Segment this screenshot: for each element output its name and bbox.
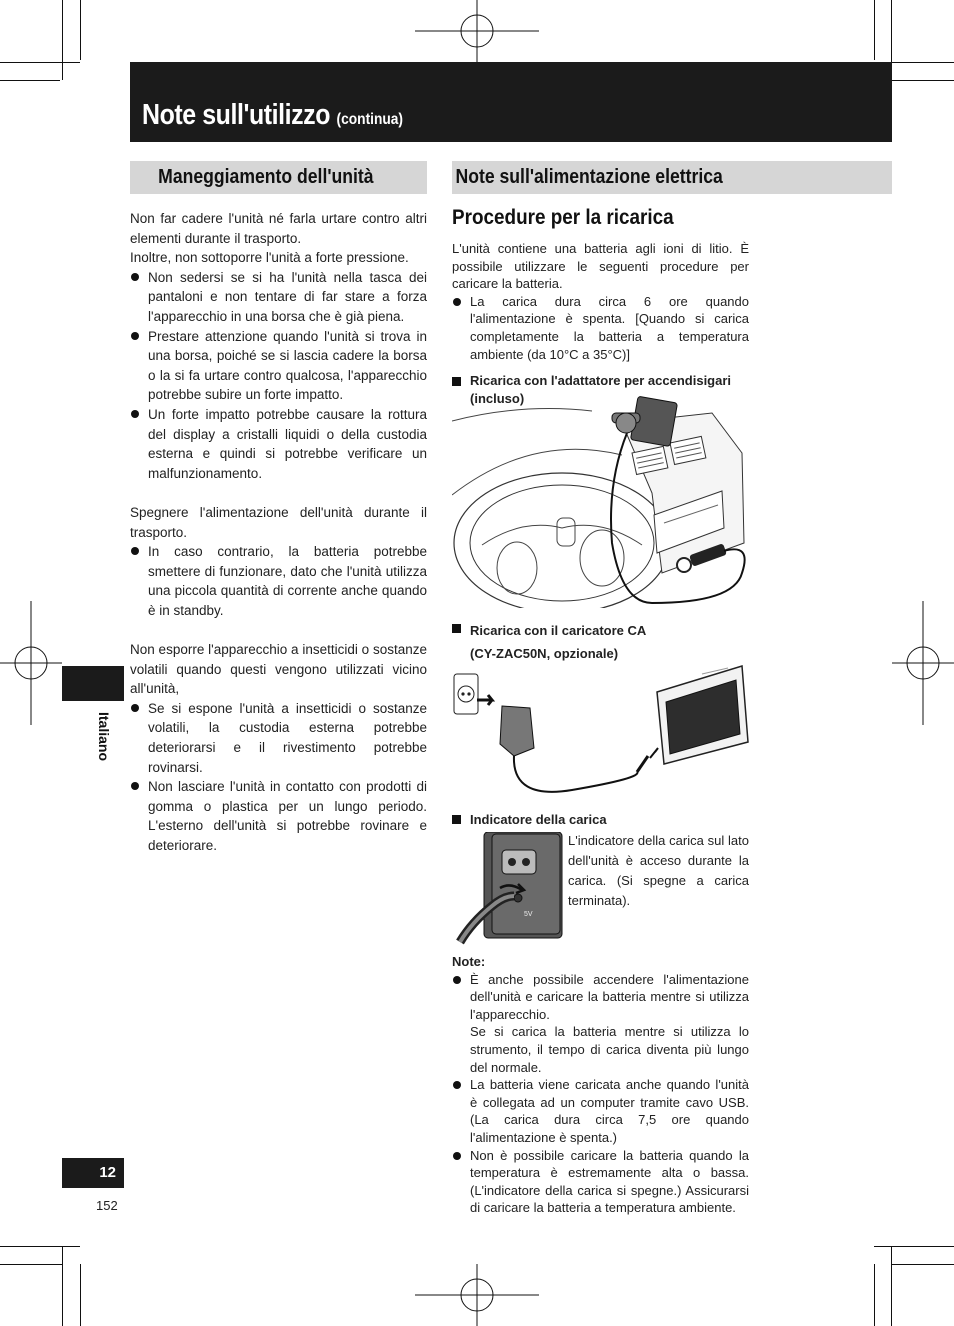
- subsection-charge-indicator-title: Indicatore della carica: [452, 810, 749, 830]
- section-heading-text: Maneggiamento dell'unità: [158, 166, 374, 188]
- left-column: [130, 209, 427, 856]
- charge-indicator-illustration: [452, 832, 564, 946]
- note-item: La batteria viene caricata anche quando l'unità è collegata ad un computer tramite cavo USB. (La carica dura circa 7,5 ore quando l'alimentazione è spenta.): [452, 1076, 749, 1146]
- notes-title: Note:: [452, 954, 486, 969]
- paragraph: Spegnere l'alimentazione dell'unità durante il trasporto.: [130, 504, 427, 540]
- page-header: [130, 62, 892, 142]
- bullet-item: Non lasciare l'unità in contatto con prodotti di gomma o plastica per un lungo periodo. L'esterno dell'unità si potrebbe rovinare e deteriorare.: [130, 777, 427, 855]
- ac-charger-illustration: [452, 660, 752, 802]
- paragraph: Non far cadere l'unità né farla urtare contro altri elementi durante il trasporto.: [130, 211, 427, 246]
- bullet-item: Non sedersi se si ha l'unità nella tasca dei pantaloni e non tentare di far stare a forza l'apparecchio in una borsa che è già piena.: [130, 268, 427, 327]
- registration-mark-icon: [892, 601, 954, 725]
- bullet-item: Un forte impatto potrebbe causare la rottura del display a cristalli liquidi o della custodia esterna e quindi si potrebbe verificare un malfunzionamento.: [130, 405, 427, 483]
- language-tab: [62, 666, 124, 701]
- section-heading-power: [452, 161, 892, 194]
- subsection-charge-indicator: [452, 810, 749, 830]
- section-heading-text: Note sull'alimentazione elettrica: [455, 166, 723, 188]
- page-title: [142, 99, 403, 132]
- notes-section: [452, 953, 749, 1217]
- paragraph: L'indicatore della carica sul lato dell'unità è acceso durante la carica. (Si spegne a carica terminata).: [568, 833, 749, 908]
- jack-label: 5V: [524, 911, 533, 918]
- subsection-ac-charger-model: (CY-ZAC50N, opzionale): [470, 646, 619, 661]
- note-item: È anche possibile accendere l'alimentazione dell'unità e caricare la batteria mentre si utilizza l'apparecchio.: [452, 971, 749, 1024]
- note-item: Non è possibile caricare la batteria quando la temperatura è estremamente alta o bassa. (L'indicatore della carica si spegne.) Assicurarsi di caricare la batteria a temperatura ambiente.: [452, 1147, 749, 1217]
- registration-mark-icon: [415, 1264, 539, 1326]
- subsection-ac-charger: [452, 619, 749, 665]
- registration-mark-icon: [0, 601, 62, 725]
- section-heading-handling: [130, 161, 427, 194]
- page-subtitle: (continua): [336, 111, 404, 128]
- car-charging-illustration: [452, 393, 752, 608]
- registration-mark-icon: [415, 0, 539, 62]
- language-label: Italiano: [96, 712, 112, 762]
- paragraph: L'unità contiene una batteria agli ioni di litio. È possibile utilizzare le seguenti procedure per caricare la batteria.: [452, 241, 749, 292]
- page-number: 152: [96, 1198, 118, 1213]
- bullet-item: La carica dura circa 6 ore quando l'alimentazione è spenta. [Quando si carica completamente la batteria a temperatura ambiente (da 10°C a 35°C)]: [452, 293, 749, 363]
- bullet-item: Se si espone l'unità a insetticidi o sostanze volatili, la custodia esterna potrebbe deteriorarsi e il rivestimento potrebbe rovinarsi.: [130, 699, 427, 777]
- page-title-text: Note sull'utilizzo: [142, 99, 331, 131]
- page-tab-number: 12: [99, 1164, 116, 1181]
- bullet-item: Prestare attenzione quando l'unità si trova in una borsa, poiché se si lascia cadere la borsa o la si fa urtare contro qualcosa, l'apparecchio potrebbe subire un forte impatto.: [130, 327, 427, 405]
- paragraph: Inoltre, non sottoporre l'unità a forte pressione.: [130, 250, 409, 266]
- page-tab: [62, 1158, 124, 1188]
- paragraph: Non esporre l'apparecchio a insetticidi o sostanze volatili quando questi vengono utilizzati vicino all'unità,: [130, 642, 427, 697]
- subsection-ac-charger-title: Ricarica con il caricatore CA: [452, 619, 749, 642]
- note-item: Se si carica la batteria mentre si utilizza lo strumento, il tempo di carica diventa più lungo del normale.: [470, 1024, 749, 1075]
- charge-indicator-text: [568, 831, 749, 911]
- right-intro: [452, 240, 749, 407]
- bullet-item: In caso contrario, la batteria potrebbe smettere di funzionare, dato che l'unità utilizza una piccola quantità di corrente anche quando è in standby.: [130, 542, 427, 620]
- subsection-cigarette-adapter: Ricarica con l'adattatore per accendisigari (incluso): [452, 372, 749, 407]
- subheading-charging: Procedure per la ricarica: [452, 206, 674, 229]
